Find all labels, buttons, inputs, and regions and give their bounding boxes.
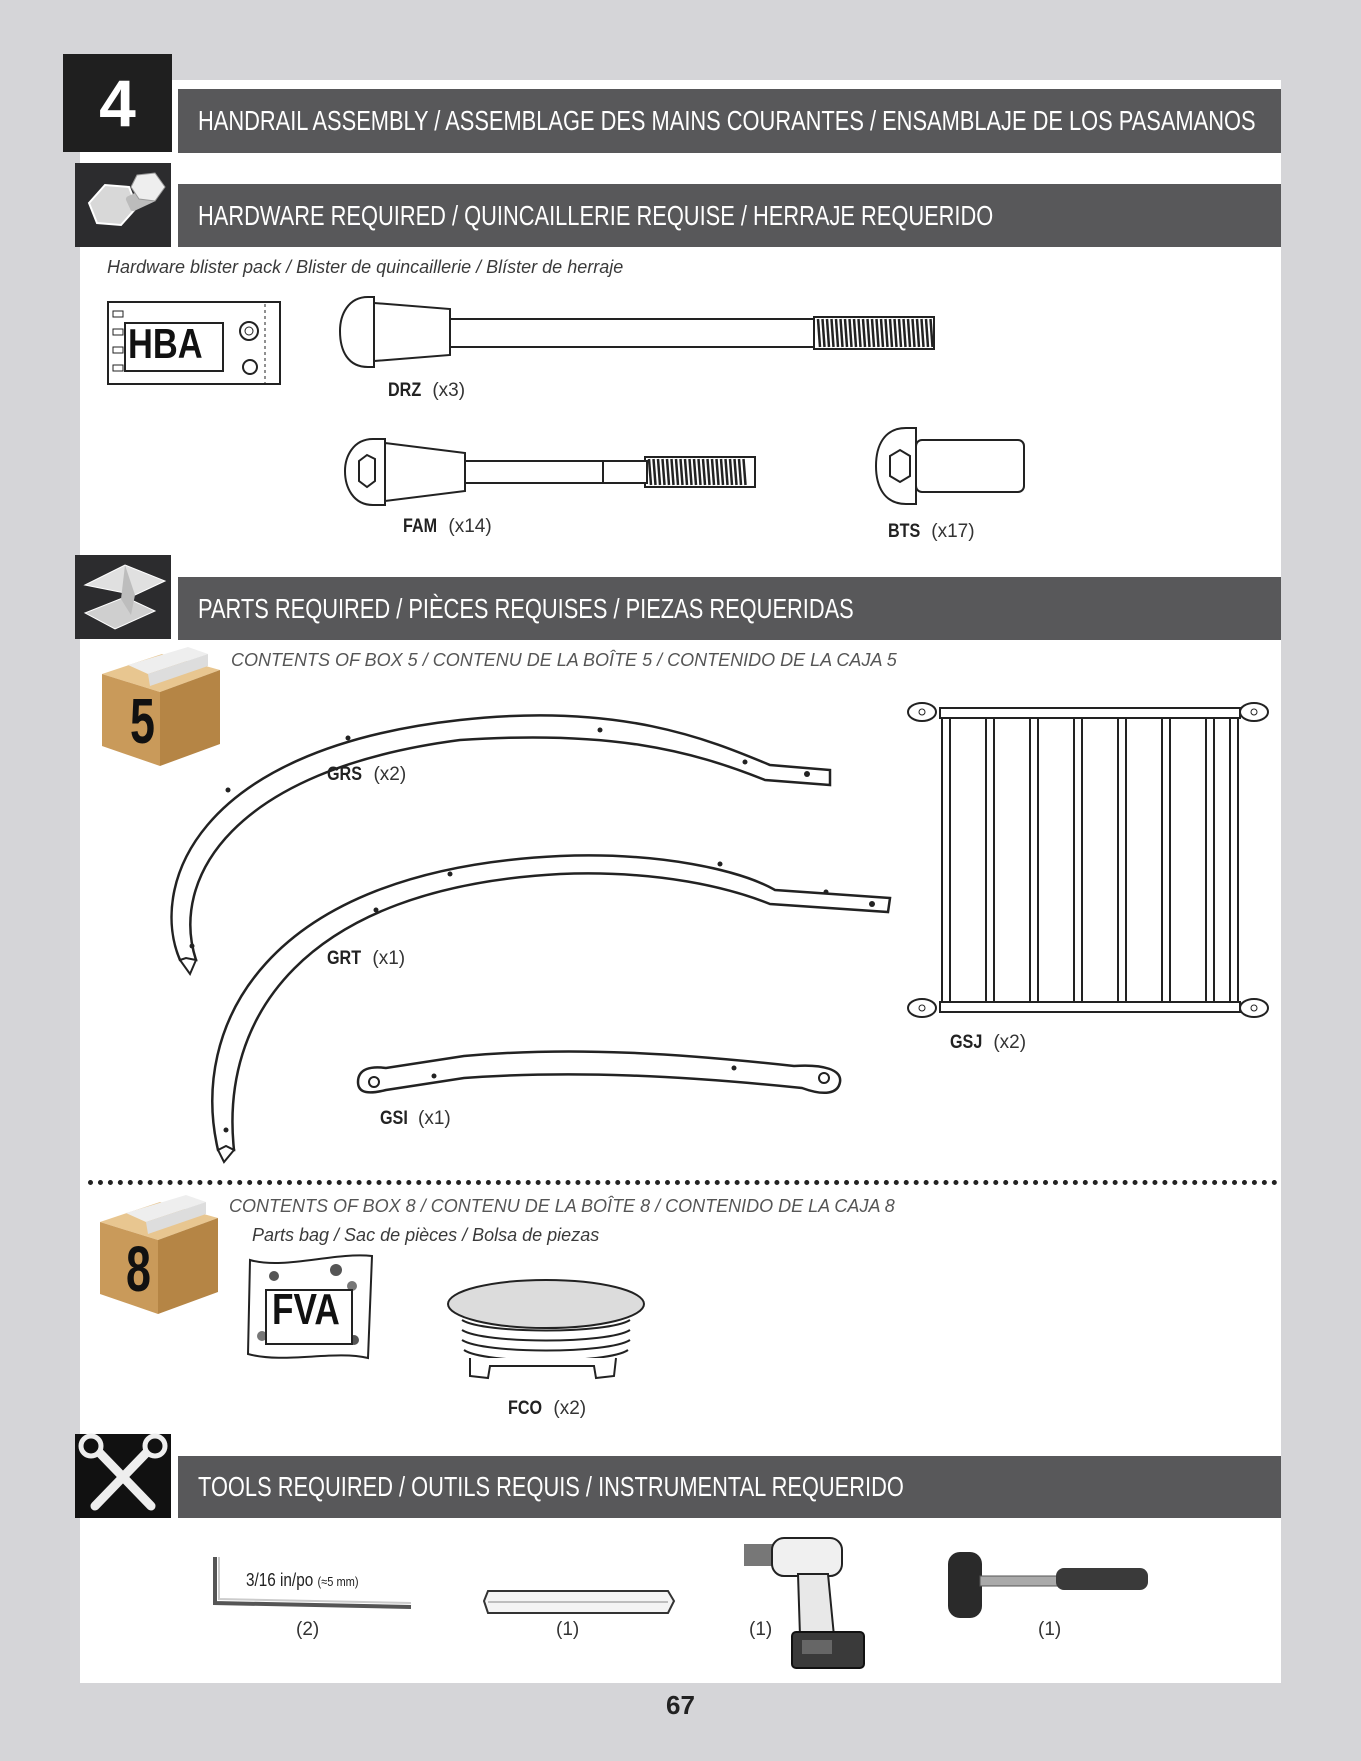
hardware-title-bar: [178, 184, 1281, 247]
drz-label: DRZ (x3): [388, 380, 466, 401]
gsi-rail-icon: [354, 1048, 844, 1108]
grt-rail-icon: [200, 840, 900, 1160]
box-8-caption: CONTENTS OF BOX 8 / CONTENU DE LA BOÎTE 8 / CONTENIDO DE LA CAJA 8: [229, 1196, 895, 1216]
step-title-bar: [178, 89, 1281, 153]
hardware-title: HARDWARE REQUIRED / QUINCAILLERIE REQUISE / HERRAJE REQUERIDO: [198, 199, 994, 231]
drill-qty: (1): [749, 1619, 773, 1640]
fam-thread-icon: [645, 457, 755, 487]
gsi-label: GSI (x1): [380, 1108, 451, 1129]
hex-bit-qty: (1): [556, 1619, 580, 1640]
parts-title-bar: [178, 577, 1281, 640]
blister-caption: Hardware blister pack / Blister de quincaillerie / Blíster de herraje: [107, 257, 624, 277]
tools-title: TOOLS REQUIRED / OUTILS REQUIS / INSTRUMENTAL REQUERIDO: [198, 1471, 904, 1502]
box-5-caption: CONTENTS OF BOX 5 / CONTENU DE LA BOÎTE 5 / CONTENIDO DE LA CAJA 5: [231, 650, 897, 670]
box-separator: [88, 1180, 1278, 1185]
hex-bit-icon: [482, 1587, 676, 1617]
hardware-header-icon-box: [75, 163, 177, 247]
step-number: 4: [63, 54, 172, 152]
drill-icon: [742, 1530, 868, 1672]
parts-header-icon-box: [75, 555, 177, 639]
fco-label: FCO (x2): [508, 1398, 587, 1419]
hba-label: HBA: [128, 320, 203, 367]
parts-title: PARTS REQUIRED / PIÈCES REQUISES / PIEZAS REQUERIDAS: [198, 592, 854, 624]
fam-label: FAM (x14): [403, 516, 492, 537]
box-8-number: 8: [126, 1233, 151, 1305]
mallet-icon: [944, 1546, 1154, 1626]
bracket-icon: [75, 555, 171, 639]
bts-sleeve-icon: [876, 426, 1028, 506]
box-5-number: 5: [130, 685, 155, 757]
step-title: HANDRAIL ASSEMBLY / ASSEMBLAGE DES MAINS COURANTES / ENSAMBLAJE DE LOS PASAMANOS: [198, 105, 1256, 136]
drz-thread-icon: [814, 317, 934, 349]
grt-label: GRT (x1): [327, 948, 406, 969]
bolt-nut-icon: [75, 163, 171, 247]
tools-title-bar: [178, 1456, 1281, 1518]
tools-header-icon-box: [75, 1434, 177, 1518]
fco-end-cap-icon: [444, 1278, 650, 1382]
bts-label: BTS (x17): [888, 521, 975, 542]
allen-key-size: 3/16 in/po (≈5 mm): [246, 1570, 359, 1590]
grs-label: GRS (x2): [327, 764, 407, 785]
fva-label: FVA: [272, 1285, 340, 1334]
gsj-panel-icon: [906, 696, 1272, 1026]
page-number: 67: [666, 1690, 695, 1720]
parts-bag-caption: Parts bag / Sac de pièces / Bolsa de piezas: [252, 1225, 600, 1245]
gsj-label: GSJ (x2): [950, 1032, 1027, 1053]
box-8-icon: [96, 1196, 222, 1316]
mallet-qty: (1): [1038, 1619, 1062, 1640]
allen-key-qty: (2): [296, 1619, 320, 1640]
wrenches-icon: [75, 1434, 171, 1518]
